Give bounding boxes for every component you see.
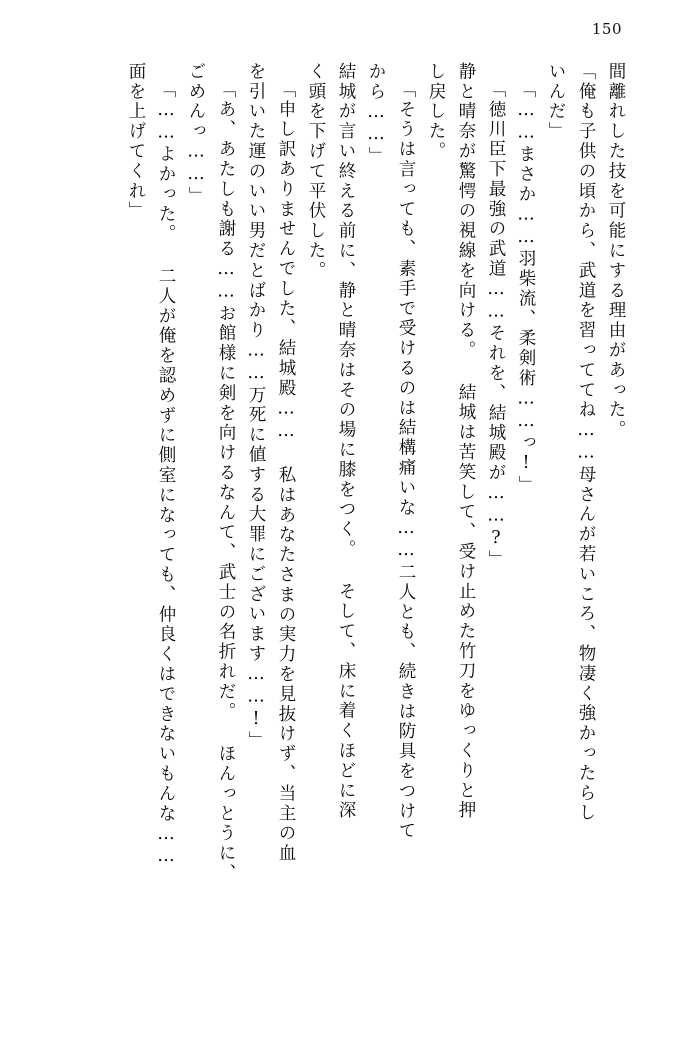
page-number: 150 bbox=[591, 20, 622, 38]
text-line: から……」 bbox=[366, 62, 386, 167]
text-line: 静と晴奈が驚愕の視線を向ける。 結城は苦笑して、受け止めた竹刀をゆっくりと押 bbox=[456, 62, 476, 821]
text-line: 「……まさか……羽柴流、柔剣術……っ!」 bbox=[516, 80, 536, 496]
text-line: く頭を下げて平伏した。 bbox=[306, 62, 326, 281]
text-line: 「そうは言っても、素手で受けるのは結構痛いな……二人とも、続きは防具をつけて bbox=[396, 80, 416, 842]
vertical-text-body bbox=[52, 62, 624, 1010]
text-line: 結城が言い終える前に、静と晴奈はその場に膝をつく。 そして、床に着くほどに深 bbox=[336, 62, 356, 821]
text-line: ごめんっ……」 bbox=[186, 62, 206, 207]
text-line: を引いた運のいい男だとばかり……万死に値する大罪にございます……!」 bbox=[246, 62, 266, 752]
text-line: 「申し訳ありませんでした、結城殿…… 私はあなたさまの実力を見抜けず、当主の血 bbox=[276, 80, 296, 864]
text-line: 「徳川臣下最強の武道……それを、結城殿が……?」 bbox=[486, 80, 506, 571]
text-line: 面を上げてくれ」 bbox=[126, 62, 146, 222]
text-line: 「あ、あたしも謝る……お館様に剣を向けるなんて、武士の名折れだ。 ほんっとうに、 bbox=[216, 80, 236, 884]
text-line: いんだ」 bbox=[546, 62, 566, 142]
text-line: 間離れした技を可能にする理由があった。 bbox=[606, 62, 626, 441]
text-line: 「俺も子供の頃から、武道を習っててね……母さんが若いころ、物凄く強かったらし bbox=[576, 62, 596, 824]
text-line: 「……よかった。 二人が俺を認めずに側室になっても、仲良くはできないもんな…… bbox=[156, 80, 176, 869]
text-line: し戻した。 bbox=[426, 62, 446, 162]
